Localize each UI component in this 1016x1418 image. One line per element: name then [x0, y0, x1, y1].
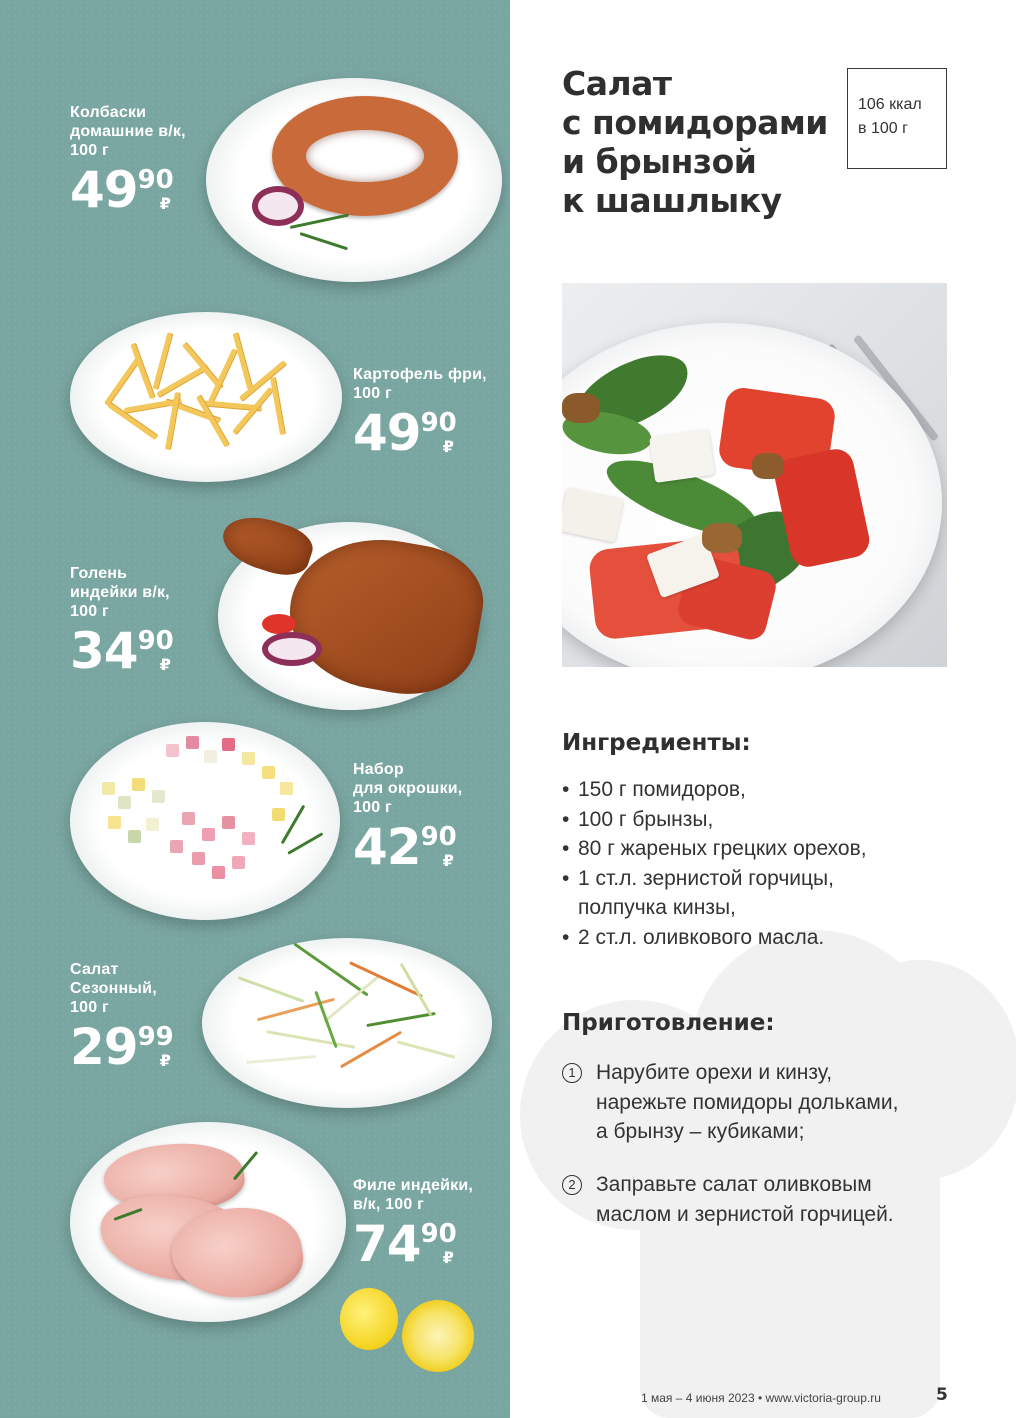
footer-text: 1 мая – 4 июня 2023 • www.victoria-group.ru [641, 1391, 881, 1405]
lemon-image [402, 1300, 474, 1372]
price-kopecks: 90 [137, 165, 174, 195]
fries-image [110, 322, 310, 462]
ruble-sign: ₽ [159, 194, 171, 213]
product-sausages[interactable] [70, 103, 186, 219]
step-text: Нарубите орехи и кинзу, нарежьте помидоры дольками, а брынзу – кубиками; [596, 1061, 899, 1143]
price-tag [70, 1018, 174, 1076]
salad-photo [562, 283, 947, 667]
product-name: Колбаски домашние в/к, 100 г [70, 104, 186, 159]
onion-image [252, 186, 304, 226]
product-seasonal-salad[interactable] [70, 960, 174, 1076]
price-kopecks: 90 [420, 1219, 457, 1249]
calorie-badge [847, 68, 947, 169]
ingredient-item: • 1 ст.л. зернистой горчицы, полпучка кинзы, [562, 864, 867, 923]
seasonal-salad-image [226, 948, 472, 1088]
price-kopecks: 90 [420, 822, 457, 852]
price-rubles: 29 [70, 1018, 138, 1076]
ingredients-heading: Ингредиенты: [562, 730, 751, 756]
product-name: Голень индейки в/к, 100 г [70, 565, 170, 620]
product-okroshka-set[interactable] [353, 760, 463, 876]
product-turkey-fillet[interactable] [353, 1176, 474, 1273]
price-kopecks: 90 [420, 408, 457, 438]
calorie-unit: в 100 г [858, 120, 908, 137]
ruble-sign: ₽ [159, 655, 171, 674]
price-tag [353, 818, 462, 876]
price-rubles: 49 [353, 404, 421, 462]
okroshka-image [92, 732, 322, 902]
step-1 [562, 1058, 898, 1147]
price-kopecks: 99 [137, 1022, 174, 1052]
price-tag [70, 622, 174, 680]
price-tag [70, 161, 186, 219]
tomato-image [262, 614, 296, 634]
price-tag [353, 1215, 473, 1273]
ruble-sign: ₽ [442, 851, 454, 870]
ingredient-item: • 2 ст.л. оливкового масла. [562, 923, 867, 953]
calorie-value: 106 ккал [858, 96, 922, 113]
ingredient-item: • 100 г брынзы, [562, 805, 867, 835]
ruble-sign: ₽ [442, 437, 454, 456]
preparation-heading: Приготовление: [562, 1010, 775, 1036]
price-kopecks: 90 [137, 626, 174, 656]
price-rubles: 42 [353, 818, 421, 876]
step-text: Заправьте салат оливковым маслом и зернистой горчицей. [596, 1173, 894, 1226]
ingredients-list [562, 775, 867, 952]
product-fries[interactable] [353, 365, 487, 462]
lemon-image [340, 1288, 398, 1350]
product-name: Картофель фри, 100 г [353, 366, 487, 402]
step-2 [562, 1170, 894, 1229]
step-number: 2 [562, 1175, 582, 1195]
price-rubles: 34 [70, 622, 138, 680]
page-number: 5 [936, 1385, 948, 1405]
product-name: Филе индейки, в/к, 100 г [353, 1177, 474, 1213]
product-turkey-leg[interactable] [70, 564, 174, 680]
ingredient-item: • 150 г помидоров, [562, 775, 867, 805]
price-rubles: 49 [70, 161, 138, 219]
onion-image [262, 632, 322, 666]
product-name: Набор для окрошки, 100 г [353, 761, 463, 816]
price-tag [353, 404, 487, 462]
ruble-sign: ₽ [442, 1248, 454, 1267]
step-number: 1 [562, 1063, 582, 1083]
recipe-title: Салат с помидорами и брынзой к шашлыку [562, 64, 828, 220]
watermark-decoration [640, 1100, 940, 1418]
ingredient-item: • 80 г жареных грецких орехов, [562, 834, 867, 864]
price-rubles: 74 [353, 1215, 421, 1273]
product-name: Салат Сезонный, 100 г [70, 961, 157, 1016]
ruble-sign: ₽ [159, 1051, 171, 1070]
